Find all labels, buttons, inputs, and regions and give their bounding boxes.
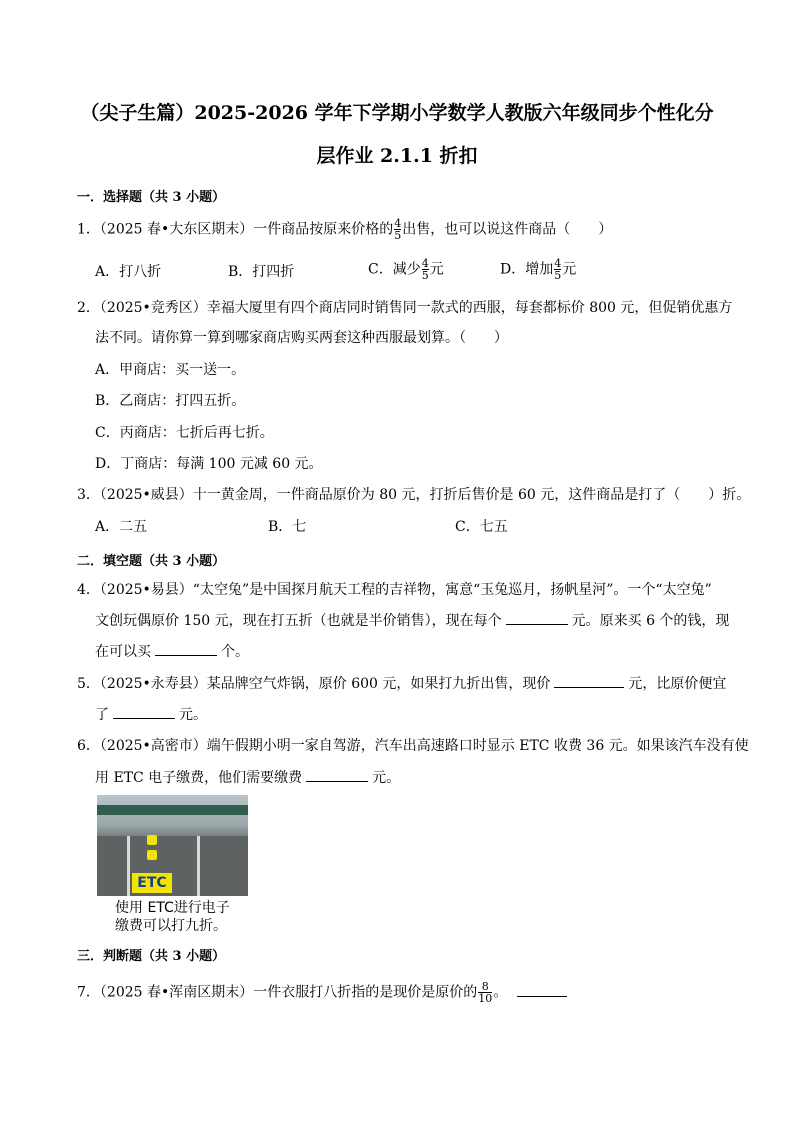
image-caption-line-2: 缴费可以打九折。 (115, 918, 227, 934)
answer-blank[interactable] (554, 673, 624, 688)
page-title-line-2: 层作业 2.1.1 折扣 (316, 145, 478, 167)
q1-option-d[interactable]: D．增加 $\frac{4}{5}$ 元 (500, 257, 577, 282)
question-5-line-1: 5．（2025•永寿县）某品牌空气炸锅，原价 600 元，如果打九折出售，现价 元，比原价便宜 (77, 673, 726, 694)
image-caption-line-1: 使用 ETC进行电子 (115, 900, 230, 916)
section-heading-choice: 一．选择题（共 3 小题） (77, 190, 226, 205)
question-1-text-end: 出售，也可以说这件商品（ ） (402, 221, 613, 238)
fraction-4-5: $\frac{4}{5}$ (394, 217, 402, 242)
question-6-line-2: 用 ETC 电子缴费，他们需要缴费 元。 (95, 767, 400, 788)
question-1 (77, 218, 612, 241)
q2-option-b[interactable]: B．乙商店：打四五折。 (95, 393, 246, 409)
q2-option-d[interactable]: D．丁商店：每满 100 元减 60 元。 (95, 456, 323, 472)
etc-lane-marker (147, 850, 157, 860)
question-3: 3．（2025•威县）十一黄金周，一件商品原价为 80 元，打折后售价是 60 元，这件商品是打了（ ）折。 (77, 487, 751, 503)
question-1-text: 1．（2025 春•大东区期末）一件商品按原来价格的 (77, 221, 394, 238)
etc-toll-photo (97, 795, 248, 896)
fraction-8-10: $\frac{8}{10}$ (478, 980, 493, 1005)
page-title-line-1: （尖子生篇）2025-2026 学年下学期小学数学人教版六年级同步个性化分 (80, 102, 714, 124)
section-heading-fill: 二．填空题（共 3 小题） (77, 554, 226, 569)
answer-blank[interactable] (113, 704, 175, 719)
toll-canopy (97, 805, 248, 815)
q2-option-c[interactable]: C．丙商店：七折后再七折。 (95, 425, 274, 441)
answer-blank[interactable] (306, 767, 368, 782)
q1-option-c[interactable]: C．减少 $\frac{4}{5}$ 元 (368, 257, 444, 282)
q1-option-b[interactable]: B．打四折 (228, 264, 295, 280)
q3-option-c[interactable]: C．七五 (455, 519, 508, 535)
etc-sign: ETC (132, 873, 172, 893)
lane-line (127, 836, 130, 896)
question-6-line-1: 6．（2025•高密市）端午假期小明一家自驾游，汽车出高速路口时显示 ETC 收费 36 元。如果该汽车没有使 (77, 738, 749, 754)
question-4-line-2: 文创玩偶原价 150 元，现在打五折（也就是半价销售），现在每个 元。原来买 6 个的钱，现 (95, 610, 729, 631)
answer-blank[interactable] (155, 641, 217, 656)
section-heading-judge: 三．判断题（共 3 小题） (77, 949, 226, 964)
q1-option-a[interactable]: A．打八折 (95, 264, 162, 280)
fraction-4-5: $\frac{4}{5}$ (421, 257, 429, 282)
q3-option-a[interactable]: A．二五 (95, 519, 148, 535)
answer-blank[interactable] (517, 982, 567, 997)
q2-option-a[interactable]: A．甲商店：买一送一。 (95, 362, 246, 378)
etc-lane-marker (147, 835, 157, 845)
lane-line (197, 836, 200, 896)
question-7: 7．（2025 春•浑南区期末）一件衣服打八折指的是现价是原价的 $\frac{8}{10}$ 。 (77, 981, 571, 1004)
question-4-line-3: 在可以买 个。 (95, 641, 249, 662)
fraction-4-5: $\frac{4}{5}$ (554, 257, 562, 282)
road-surface (97, 836, 248, 896)
q3-option-b[interactable]: B．七 (268, 519, 307, 535)
question-2-line-1: 2．（2025•竞秀区）幸福大厦里有四个商店同时销售同一款式的西服，每套都标价 800 元，但促销优惠方 (77, 300, 733, 316)
answer-blank[interactable] (506, 610, 568, 625)
question-2-line-2: 法不同。请你算一算到哪家商店购买两套这种西服最划算。（ ） (95, 330, 508, 346)
question-5-line-2: 了 元。 (95, 704, 207, 725)
question-4-line-1: 4．（2025•易县）“太空兔”是中国探月航天工程的吉祥物，寓意“玉兔巡月，扬帆星河”。一个“太空兔” (77, 582, 712, 598)
